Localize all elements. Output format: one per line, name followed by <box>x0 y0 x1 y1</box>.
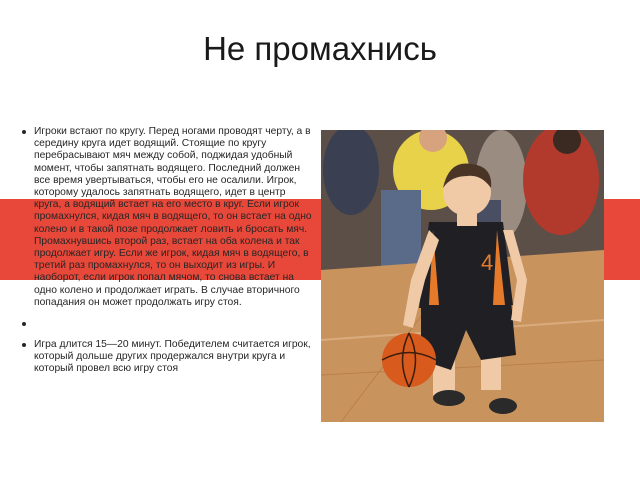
bullet-icon <box>22 322 26 326</box>
list-item-text: Игра длится 15—20 минут. Победителем считается игрок, который дольше других продержался внутри круга и который провел всю игру стоя <box>34 339 311 375</box>
bullet-icon <box>22 130 26 134</box>
basketball-boy-photo <box>321 130 604 422</box>
bullet-icon <box>22 343 26 347</box>
list-item <box>22 339 312 376</box>
list-item <box>22 126 312 309</box>
bullet-list <box>22 126 312 376</box>
list-item-text: Игроки встают по кругу. Перед ногами проводят черту, а в середину круга идет водящий. Стоящие по кругу перебрасывают мяч между собой, поджидая удобный момент, чтобы запятнать водящего. Последний должен все время увертываться, чтобы его не осалили. Игрок, которому удалось запятнать водящего, идет в центр круга, а водящий встает на его место в круг. Если игрок промахнулся, кидая мяч в водящего, то он встает на одно колено и в такой позе продолжает ловить и бросать мяч. Промахнувшись второй раз, встает на оба колена и так продолжает игру. Если же игрок, кидая мяч в водящего, в третий раз промахнулся, то он выходит из игры. И наоборот, если игрок попал мячом, то снова встает на одно колено и продолжает играть. В случае вторичного попадания он может продолжать игру стоя. <box>34 126 312 308</box>
slide-body <box>22 126 312 385</box>
slide-title: Не промахнись <box>203 30 437 67</box>
list-item <box>22 318 312 330</box>
svg-text:4: 4 <box>481 250 494 275</box>
